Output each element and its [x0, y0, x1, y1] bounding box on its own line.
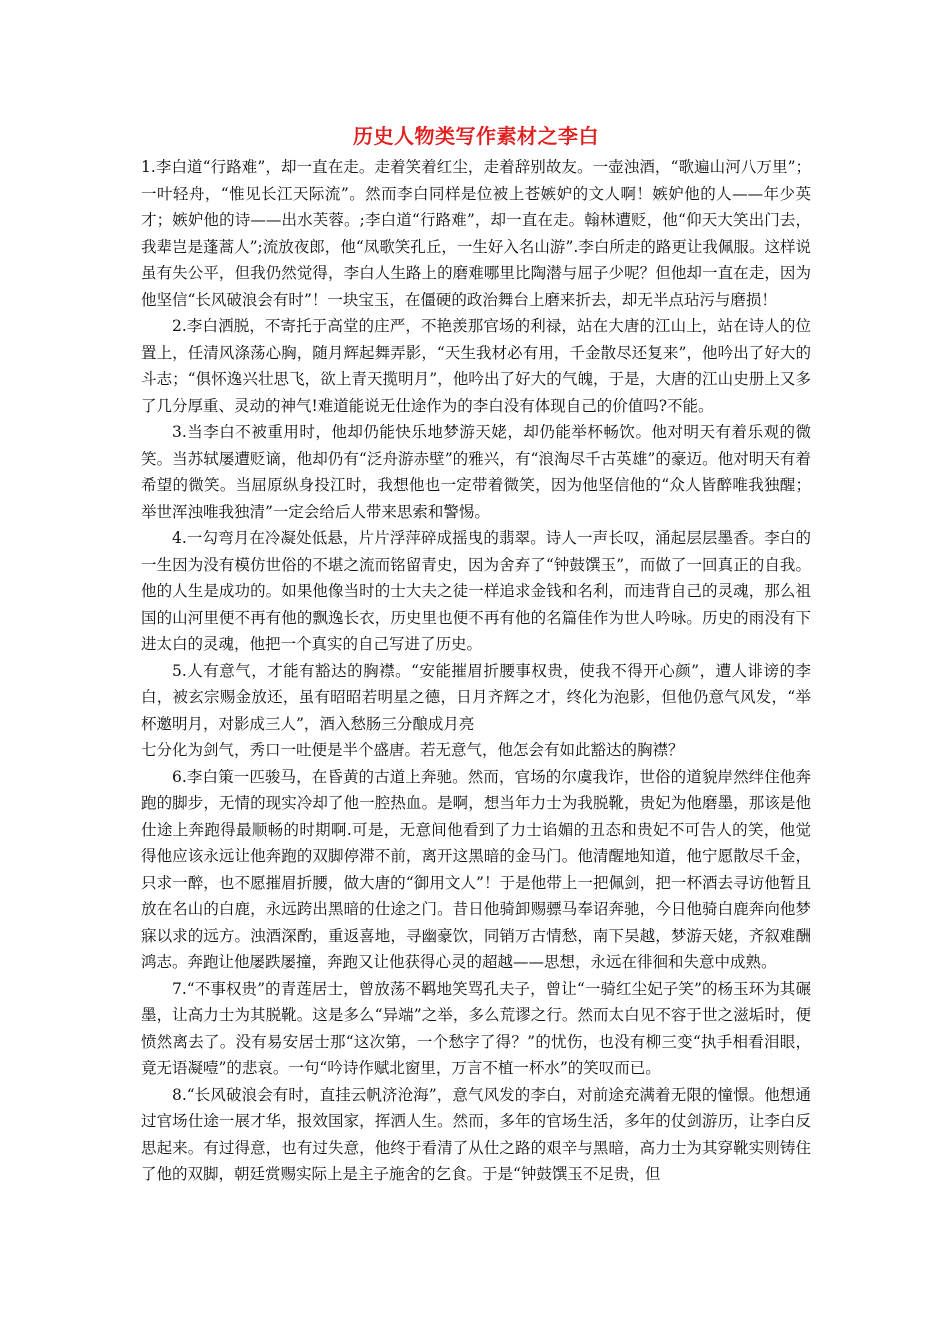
paragraph-4: 4.一勾弯月在冷凝处低悬，片片浮萍碎成摇曳的翡翠。诗人一声长叹，涌起层层墨香。李白的一生因为没有模仿世俗的不堪之流而铭留青史，因为舍弃了“钟鼓馔玉”，而做了一回真正的自我。他的人生是成功的。如果他像当时的士大夫之徒一样追求金钱和名利，而违背自己的灵魂，那么祖国的山河里便不再有他的飘逸长衣，历史里也便不再有他的名篇佳作为世人吟咏。历史的雨没有下进太白的灵魂，他把一个真实的自己写进了历史。	[141, 529, 811, 653]
paragraph-2: 2.李白洒脱，不寄托于高堂的庄严，不艳羡那官场的利禄，站在大唐的江山上，站在诗人的位置上，任清风涤荡心胸，随月辉起舞弄影，“天生我材必有用，千金散尽还复来”，他吟出了好大的斗志；“俱怀逸兴壮思飞，欲上青天揽明月”，他吟出了好大的气魄，于是，大唐的江山史册上又多了几分厚重、灵动的神气!难道能说无仕途作为的李白没有体现自己的价值吗?不能。	[141, 317, 811, 415]
document-title: 历史人物类写作素材之李白	[353, 124, 599, 148]
paragraph-7: 7.“不事权贵”的青莲居士，曾放荡不羁地笑骂孔夫子，曾让“一骑红尘妃子笑”的杨玉环为其碾墨，让高力士为其脱靴。这是多么“异端”之举，多么荒谬之行。然而太白见不容于世之滋垢时，便愤然离去了。没有易安居士那“这次第，一个愁字了得？”的忧伤，也没有柳三变“执手相看泪眼，竟无语凝噎”的悲哀。一句“吟诗作赋北窗里，万言不植一杯水”的笑叹而已。	[141, 979, 811, 1077]
document-page	[141, 120, 811, 1188]
paragraph-5: 5.人有意气，才能有豁达的胸襟。“安能摧眉折腰事权贵，使我不得开心颜”，遭人诽谤的李白，被玄宗赐金放还，虽有昭昭若明星之德，日月齐辉之才，终化为泡影，但他仍意气风发，“举杯邀明月，对影成三人”，酒入愁肠三分酿成月亮	[141, 661, 811, 733]
paragraph-1: 1.李白道“行路难”，却一直在走。走着笑着红尘，走着辞别故友。一壶浊酒，“歌遍山河八万里”；一叶轻舟，“惟见长江天际流”。然而李白同样是位被上苍嫉妒的文人啊！嫉妒他的人——年少英才；嫉妒他的诗——出水芙蓉。;李白道“行路难”，却一直在走。翰林遭贬，他“仰天大笑出门去，我辈岂是蓬蒿人”;流放夜郎，他“凤歌笑孔丘，一生好入名山游”.李白所走的路更让我佩服。这样说虽有失公平，但我仍然觉得，李白人生路上的磨难哪里比陶潜与屈子少呢？但他却一直在走，因为他坚信“长风破浪会有时”！一块宝玉，在僵硬的政治舞台上磨来折去，却无半点玷污与磨损！	[141, 158, 811, 309]
paragraph-5-continued: 七分化为剑气，秀口一吐便是半个盛唐。若无意气，他怎会有如此豁达的胸襟？	[141, 741, 684, 759]
paragraph-8: 8.“长风破浪会有时，直挂云帆济沧海”，意气风发的李白，对前途充满着无限的憧憬。他想通过官场仕途一展才华，报效国家，挥洒人生。然而，多年的官场生活，多年的仗剑游历，让李白反思起来。有过得意，也有过失意，他终于看清了从仕之路的艰辛与黑暗，高力士为其穿靴实则铸住了他的双脚，朝廷赏赐实际上是主子施舍的乞食。于是“钟鼓馔玉不足贵，但	[141, 1085, 811, 1183]
paragraph-3: 3.当李白不被重用时，他却仍能快乐地梦游天姥，却仍能举杯畅饮。他对明天有着乐观的微笑。当苏轼屡遭贬谪，他却仍有“泛舟游赤壁”的雅兴，有“浪淘尽千古英雄”的豪迈。他对明天有着希望的微笑。当屈原纵身投江时，我想他也一定带着微笑，因为他坚信他的“众人皆醉唯我独醒；举世浑浊唯我独清”一定会给后人带来思索和警惕。	[141, 423, 811, 521]
paragraph-6: 6.李白策一匹骏马，在昏黄的古道上奔驰。然而，官场的尔虞我诈，世俗的道貌岸然绊住他奔跑的脚步，无情的现实冷却了他一腔热血。是啊，想当年力士为我脱靴，贵妃为他磨墨，那该是他仕途上奔跑得最顺畅的时期啊.可是，无意间他看到了力士谄媚的丑态和贵妃不可告人的笑，他觉得他应该永远让他奔跑的双脚停滞不前，离开这黑暗的金马门。他清醒地知道，他宁愿散尽千金，只求一醉，也不愿摧眉折腰，做大唐的“御用文人”！于是他带上一把佩剑，把一杯酒去寻访他暂且放在名山的白鹿，永远跨出黑暗的仕途之门。昔日他骑卸赐骠马奉诏奔驰，今日他骑白鹿奔向他梦寐以求的远方。浊酒深酌，重返喜地，寻幽豪饮，同销万古情愁，南下吴越，梦游天姥，齐叙难酬鸿志。奔跑让他屡跌屡撞，奔跑又让他获得心灵的超越——思想，永远在徘徊和失意中成熟。	[141, 767, 811, 971]
